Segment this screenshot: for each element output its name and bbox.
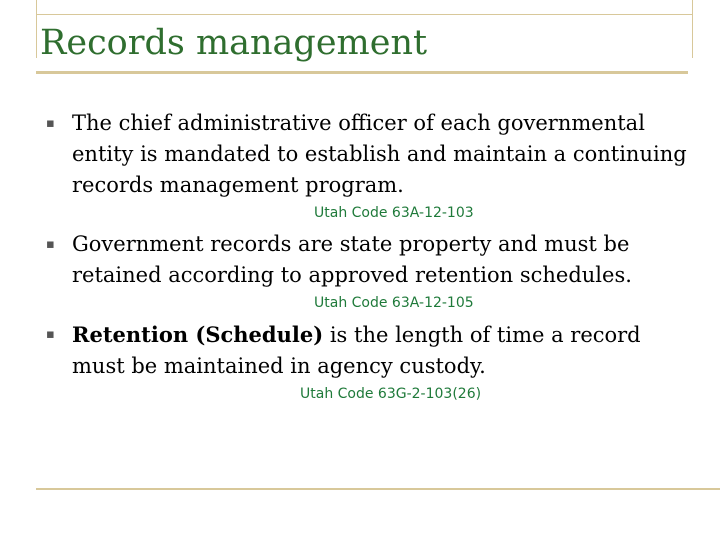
bullet-text: Government records are state property and must be retained according to approved retention schedules. <box>72 232 632 287</box>
bullet-text-group <box>72 323 641 378</box>
left-decorative-line <box>36 0 37 58</box>
citation: Utah Code 63G-2-103(26) <box>300 386 482 402</box>
top-decorative-line <box>36 14 692 15</box>
slide-title: Records management <box>40 23 428 63</box>
slide-body <box>44 108 694 410</box>
bullet-marker-icon: ▪ <box>46 116 55 131</box>
bullet-text: The chief administrative officer of each governmental entity is mandated to establish and maintain a continuing records management program. <box>72 111 687 197</box>
bullet-item <box>44 108 694 201</box>
bullet-bold-term: Retention (Schedule) <box>72 322 324 347</box>
bullet-marker-icon: ▪ <box>46 327 55 342</box>
title-rule <box>36 71 688 74</box>
right-decorative-line <box>692 0 693 58</box>
bullet-marker-icon: ▪ <box>46 237 55 252</box>
bottom-rule <box>36 488 720 490</box>
bullet-text: is the length of time a record must be maintained in agency custody. <box>72 323 641 378</box>
bullet-item <box>44 319 694 382</box>
citation: Utah Code 63A-12-105 <box>314 295 474 311</box>
citation: Utah Code 63A-12-103 <box>314 205 474 221</box>
bullet-item <box>44 229 694 291</box>
